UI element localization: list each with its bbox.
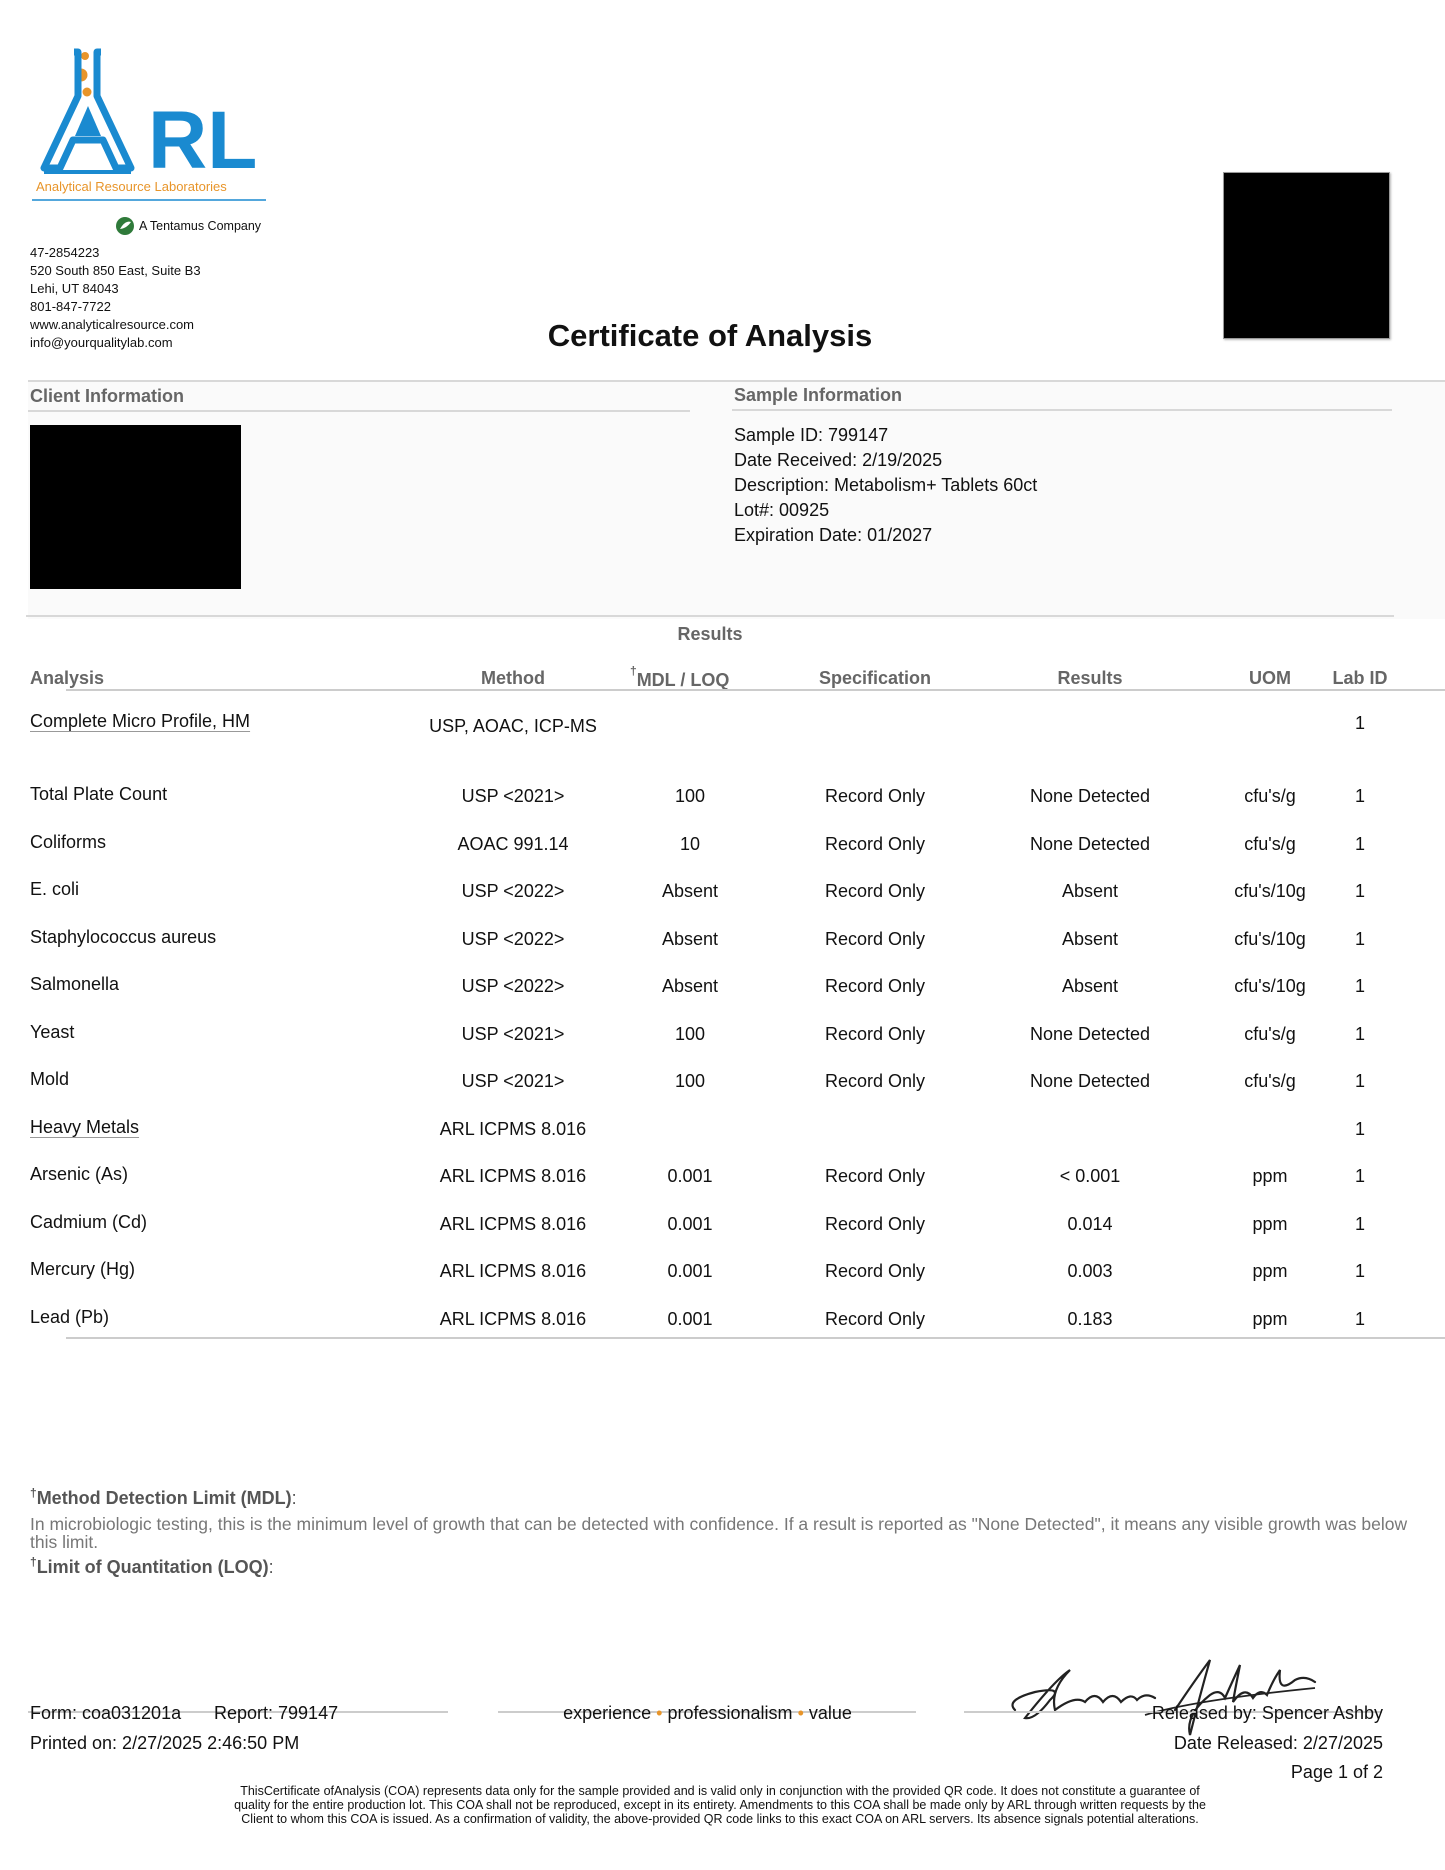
analysis-cell: Cadmium (Cd) xyxy=(30,1211,148,1232)
specification-cell: Record Only xyxy=(824,976,926,996)
client-info-heading: Client Information xyxy=(30,386,184,406)
svg-text:RL: RL xyxy=(148,95,258,186)
parent-company xyxy=(115,216,261,236)
col-header-lab-id: Lab ID xyxy=(1332,668,1388,688)
dagger-mark: † xyxy=(630,664,637,678)
col-header-mdl: †MDL / LOQ xyxy=(630,664,730,690)
lab-id-cell: 1 xyxy=(1354,1261,1365,1281)
report-number: Report: 799147 xyxy=(214,1703,339,1723)
parent-company-label: A Tentamus Company xyxy=(139,219,262,233)
result-cell: Absent xyxy=(1061,928,1119,949)
analysis-cell: Staphylococcus aureus xyxy=(30,926,217,947)
lab-id-cell: 1 xyxy=(1354,976,1365,996)
divider xyxy=(26,615,1394,617)
uom-cell: cfu's/10g xyxy=(1234,928,1306,949)
specification-cell: Record Only xyxy=(824,881,926,901)
uom-cell: cfu's/g xyxy=(1244,786,1296,806)
company-address2: Lehi, UT 84043 xyxy=(30,281,119,296)
mdl-loq-cell: Absent xyxy=(661,881,719,901)
loq-footnote-title: †Limit of Quantitation (LOQ): xyxy=(30,1555,274,1577)
mdl-loq-cell: 0.001 xyxy=(667,1261,713,1281)
analysis-cell: Total Plate Count xyxy=(30,784,168,804)
released-by: Released by: Spencer Ashby xyxy=(1151,1703,1383,1723)
analysis-cell: Coliforms xyxy=(30,831,107,852)
signature-image xyxy=(995,1640,1335,1740)
specification-cell: Record Only xyxy=(824,1213,926,1234)
mdl-loq-cell: Absent xyxy=(661,976,719,996)
mdl-loq-cell: 10 xyxy=(679,833,701,854)
sample-lot: Lot#: 00925 xyxy=(734,500,830,520)
mdl-loq-cell: 0.001 xyxy=(667,1308,713,1329)
specification-cell: Record Only xyxy=(824,1023,926,1044)
page-number: Page 1 of 2 xyxy=(1290,1762,1383,1782)
divider xyxy=(732,409,1392,411)
client-info-redacted xyxy=(30,425,241,589)
company-id: 47-2854223 xyxy=(30,245,100,260)
sample-expiration: Expiration Date: 01/2027 xyxy=(734,525,933,545)
mdl-loq-cell: 100 xyxy=(674,1023,706,1044)
result-cell: None Detected xyxy=(1029,786,1151,806)
uom-cell: cfu's/10g xyxy=(1234,881,1306,901)
analysis-cell: E. coli xyxy=(30,879,80,899)
result-cell: None Detected xyxy=(1029,833,1151,854)
result-cell: 0.183 xyxy=(1067,1308,1113,1329)
method-cell: AOAC 991.14 xyxy=(457,833,569,854)
method-cell: ARL ICPMS 8.016 xyxy=(439,1308,587,1329)
method-cell: USP <2022> xyxy=(461,976,565,996)
analysis-cell: Salmonella xyxy=(30,974,120,994)
divider xyxy=(66,689,1445,691)
analysis-cell: Lead (Pb) xyxy=(30,1306,110,1327)
specification-cell: Record Only xyxy=(824,786,926,806)
result-cell: < 0.001 xyxy=(1059,1166,1121,1186)
mdl-loq-cell: 0.001 xyxy=(667,1213,713,1234)
uom-cell: cfu's/g xyxy=(1244,1071,1296,1091)
uom-cell: cfu's/g xyxy=(1244,1023,1296,1044)
col-header-results: Results xyxy=(1057,668,1123,688)
lab-id-cell: 1 xyxy=(1354,1023,1365,1044)
analysis-cell: Mercury (Hg) xyxy=(30,1259,136,1279)
method-cell: USP <2021> xyxy=(461,1023,565,1044)
sample-description: Description: Metabolism+ Tablets 60ct xyxy=(734,475,1038,495)
uom-cell: ppm xyxy=(1252,1213,1288,1234)
results-title: Results xyxy=(677,624,743,644)
uom-cell: cfu's/g xyxy=(1244,833,1296,854)
method-cell: ARL ICPMS 8.016 xyxy=(439,1166,587,1186)
mdl-loq-cell: 100 xyxy=(674,786,706,806)
mdl-footnote-text: In microbiologic testing, this is the minimum level of growth that can be detected with confidence. If a result is reported as "None Detected", it means any visible growth was below this limit. xyxy=(30,1514,1408,1552)
analysis-cell: Yeast xyxy=(30,1021,75,1042)
method-cell: USP <2022> xyxy=(461,928,565,949)
disclaimer-text: ThisCertificate ofAnalysis (COA) represents data only for the sample provided and is valid only in conjunction with the provided QR code. It does not constitute a guarantee of quality for the entire production lot. This COA shall not be reproduced, except in its entirety. Amendments to this COA shall be made only by ARL through written requests by the Client to whom this COA is issued. As a confirmation of validity, the above-provided QR code links to this exact COA on ARL servers. Its absence signals potential alterations. xyxy=(234,1784,1206,1826)
lab-id-cell: 1 xyxy=(1354,1071,1365,1091)
lab-id-cell: 1 xyxy=(1354,881,1365,901)
document-title: Certificate of Analysis xyxy=(547,318,873,353)
date-released: Date Released: 2/27/2025 xyxy=(1173,1733,1383,1753)
col-header-method: Method xyxy=(481,668,545,688)
tentamus-leaf-icon xyxy=(115,216,135,236)
method-cell: ARL ICPMS 8.016 xyxy=(439,1213,587,1234)
analysis-cell: Arsenic (As) xyxy=(30,1164,129,1184)
method-cell: USP <2022> xyxy=(461,881,565,901)
lab-id-cell: 1 xyxy=(1354,833,1365,854)
company-address1: 520 South 850 East, Suite B3 xyxy=(30,263,201,278)
sample-date-received: Date Received: 2/19/2025 xyxy=(734,450,943,470)
divider xyxy=(28,410,690,412)
mdl-footnote-title: †Method Detection Limit (MDL): xyxy=(30,1486,297,1508)
col-header-analysis: Analysis xyxy=(30,668,105,688)
specification-cell: Record Only xyxy=(824,928,926,949)
analysis-cell[interactable]: Complete Micro Profile, HM xyxy=(30,711,251,731)
sample-info-list xyxy=(734,423,1037,548)
uom-cell: ppm xyxy=(1252,1166,1288,1186)
company-email[interactable]: info@yourqualitylab.com xyxy=(30,335,173,350)
method-cell: USP, AOAC, ICP-MS xyxy=(429,716,597,736)
result-cell: Absent xyxy=(1061,881,1119,901)
uom-cell: ppm xyxy=(1252,1261,1288,1281)
form-number: Form: coa031201a xyxy=(30,1703,182,1723)
sample-info-heading: Sample Information xyxy=(734,385,903,405)
mdl-loq-cell: Absent xyxy=(661,928,719,949)
lab-id-cell: 1 xyxy=(1354,928,1365,949)
lab-id-cell: 1 xyxy=(1354,713,1365,733)
specification-cell: Record Only xyxy=(824,833,926,854)
lab-id-cell: 1 xyxy=(1354,1213,1365,1234)
col-header-spec: Specification xyxy=(818,668,932,688)
specification-cell: Record Only xyxy=(824,1261,926,1281)
lab-id-cell: 1 xyxy=(1354,1118,1365,1139)
specification-cell: Record Only xyxy=(824,1308,926,1329)
col-header-uom: UOM xyxy=(1249,668,1291,688)
method-cell: USP <2021> xyxy=(461,786,565,806)
result-cell: Absent xyxy=(1061,976,1119,996)
qr-code-redacted xyxy=(1223,172,1390,339)
logo-subtitle: Analytical Resource Laboratories xyxy=(36,179,227,194)
sample-id: Sample ID: 799147 xyxy=(734,425,889,445)
result-cell: None Detected xyxy=(1029,1071,1151,1091)
printed-date: Printed on: 2/27/2025 2:46:50 PM xyxy=(30,1733,300,1753)
result-cell: 0.003 xyxy=(1067,1261,1113,1281)
tagline: experience • professionalism • value xyxy=(563,1703,852,1723)
uom-cell: ppm xyxy=(1252,1308,1288,1329)
specification-cell: Record Only xyxy=(824,1166,926,1186)
specification-cell: Record Only xyxy=(824,1071,926,1091)
lab-id-cell: 1 xyxy=(1354,1308,1365,1329)
mdl-loq-cell: 100 xyxy=(674,1071,706,1091)
result-cell: 0.014 xyxy=(1067,1213,1113,1234)
lab-id-cell: 1 xyxy=(1354,1166,1365,1186)
method-cell: ARL ICPMS 8.016 xyxy=(439,1261,587,1281)
result-cell: None Detected xyxy=(1029,1023,1151,1044)
analysis-cell[interactable]: Heavy Metals xyxy=(30,1116,140,1137)
company-website[interactable]: www.analyticalresource.com xyxy=(30,317,195,332)
divider xyxy=(66,1337,1445,1339)
arl-logo xyxy=(30,48,270,208)
lab-id-cell: 1 xyxy=(1354,786,1365,806)
analysis-cell: Mold xyxy=(30,1069,70,1089)
company-phone: 801-847-7722 xyxy=(30,299,111,314)
mdl-loq-cell: 0.001 xyxy=(667,1166,713,1186)
method-cell: USP <2021> xyxy=(461,1071,565,1091)
uom-cell: cfu's/10g xyxy=(1234,976,1306,996)
method-cell: ARL ICPMS 8.016 xyxy=(439,1118,587,1139)
